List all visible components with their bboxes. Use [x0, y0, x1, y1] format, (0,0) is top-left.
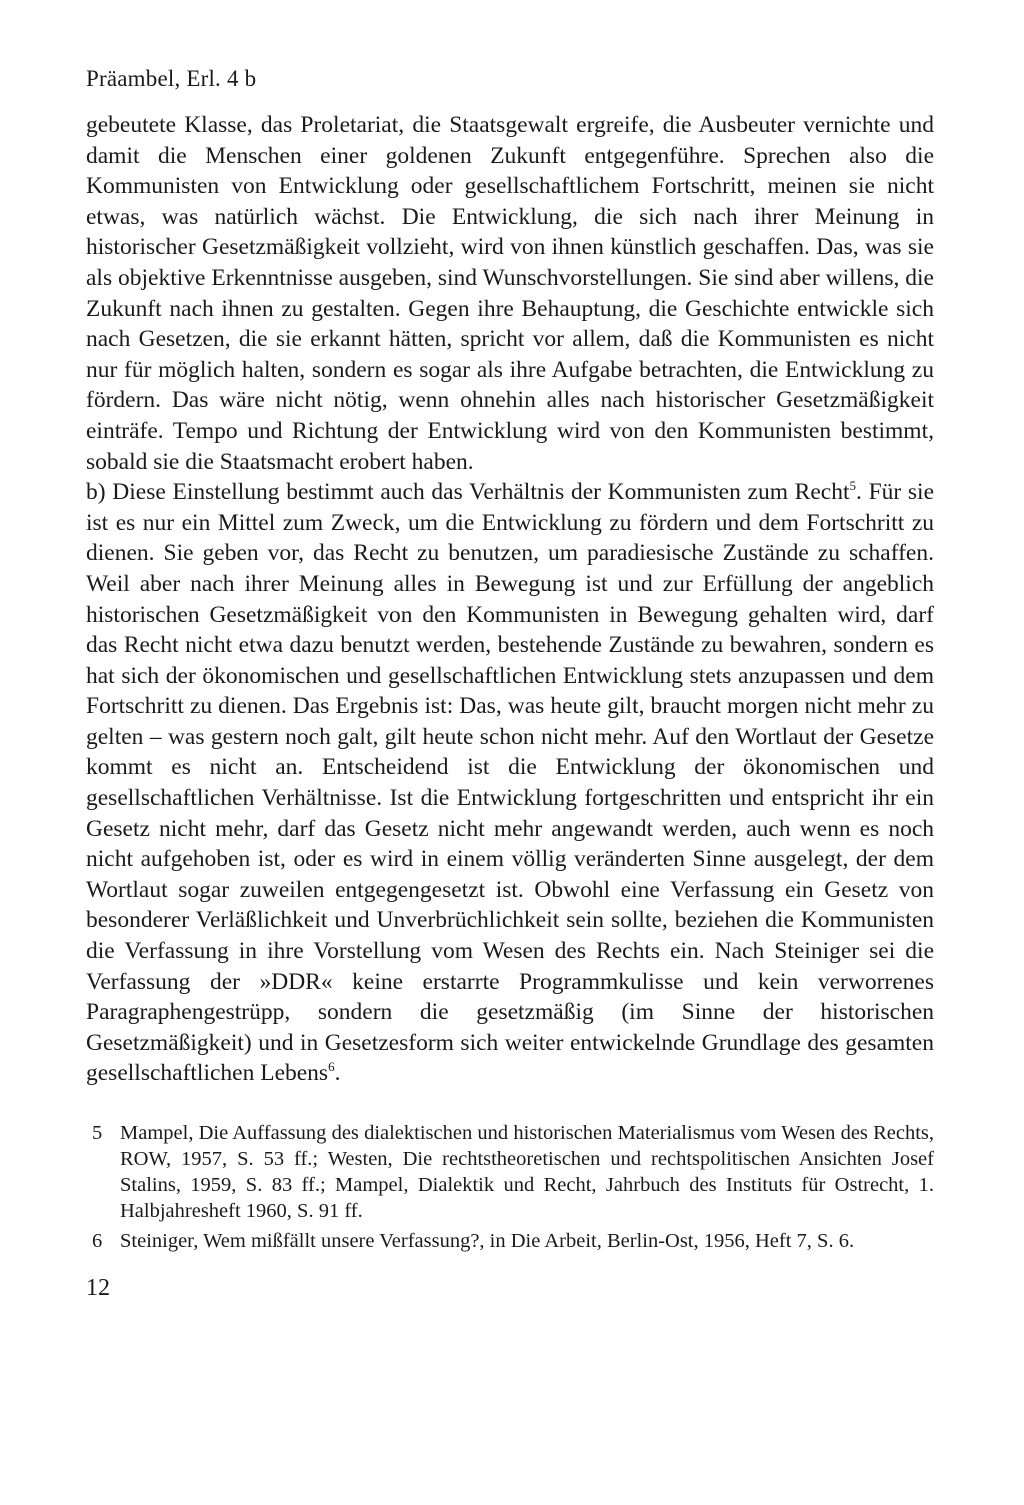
footnote-6 [86, 1228, 934, 1254]
footnote-number: 6 [92, 1230, 103, 1252]
paragraph-1: gebeutete Klasse, das Proletariat, die Staatsgewalt ergreife, die Ausbeuter vernichte und damit die Menschen einer goldenen Zukunft entgegenführe. Sprechen also die Kommunisten von Entwicklung oder gesellschaftlichem Fortschritt, meinen sie nicht etwas, was natürlich wächst. Die Entwicklung, die sich nach ihrer Meinung in historischer Gesetzmäßigkeit vollzieht, wird von ihnen künstlich geschaffen. Das, was sie als objektive Erkenntnisse ausgeben, sind Wunschvorstellungen. Sie sind aber willens, die Zukunft nach ihnen zu gestalten. Gegen ihre Behauptung, die Geschichte entwickle sich nach Gesetzen, die sie erkannt hätten, spricht vor allem, daß die Kommunisten es nicht nur für möglich halten, sondern es sogar als ihre Aufgabe betrachten, die Entwicklung zu fördern. Das wäre nicht nötig, wenn ohnehin alles nach historischer Gesetzmäßigkeit einträfe. Tempo und Richtung der Entwicklung wird von den Kommunisten bestimmt, sobald sie die Staatsmacht erobert haben. [86, 112, 934, 475]
running-head: Präambel, Erl. 4 b [86, 66, 257, 91]
paragraph-2-text-b: . Für sie ist es nur ein Mittel zum Zweck, um die Entwicklung zu fördern und dem Fortschritt zu dienen. Sie geben vor, das Recht zu benutzen, um paradiesische Zustände zu schaffen. Weil aber nach ihrer Meinung alles in Bewegung ist und zur Erfüllung der angeblich historischen Gesetzmäßigkeit von den Kommunisten in Bewegung gehalten wird, darf das Recht nicht etwa dazu benutzt werden, bestehende Zustände zu bewahren, sondern es hat sich der ökonomischen und gesellschaftlichen Entwicklung stets anzupassen und dem Fortschritt zu dienen. Das Ergebnis ist: Das, was heute gilt, braucht morgen nicht mehr zu gelten – was gestern noch galt, gilt heute schon nicht mehr. Auf den Wortlaut der Gesetze kommt es nicht an. Entscheidend ist die Entwicklung der ökonomischen und gesellschaftlichen Verhältnisse. Ist die Entwicklung fortgeschritten und entspricht ihr ein Gesetz nicht mehr, darf das Gesetz nicht mehr angewandt werden, auch wenn es noch nicht aufgehoben ist, oder es wird in einem völlig veränderten Sinne ausgelegt, der dem Wortlaut sogar zuweilen entgegengesetzt ist. Obwohl eine Verfassung ein Gesetz von besonderer Verläßlichkeit und Unverbrüchlichkeit sein sollte, beziehen die Kommunisten die Verfassung in ihre Vorstellung vom Wesen des Rechts ein. Nach Steiniger sei die Verfassung der »DDR« keine erstarrte Programmkulisse und kein verworrenes Paragraphengestrüpp, sondern die gesetzmäßig (im Sinne der historischen Gesetzmäßigkeit) und in Gesetzesform sich weiter entwickelnde Grundlage des gesamten gesellschaftlichen Lebens [86, 479, 935, 1087]
footnote-5 [86, 1120, 934, 1224]
paragraph-2 [86, 477, 934, 1089]
paragraph-2-text-a: b) Diese Einstellung bestimmt auch das Verhältnis der Kommunisten zum Recht [86, 479, 850, 506]
footnote-number: 5 [92, 1122, 103, 1144]
footnote-text: Steiniger, Wem mißfällt unsere Verfassung?, in Die Arbeit, Berlin-Ost, 1956, Heft 7, S. 6. [120, 1230, 855, 1252]
footnote-ref-6: 6 [328, 1059, 335, 1075]
footnotes [86, 1120, 934, 1258]
paragraph-2-end: . [334, 1060, 341, 1087]
body-text [86, 110, 934, 1089]
footnote-ref-5: 5 [849, 478, 856, 494]
page-number: 12 [86, 1275, 110, 1301]
footnote-text: Mampel, Die Auffassung des dialektischen und historischen Materialismus vom Wesen des Rechts, ROW, 1957, S. 53 ff.; Westen, Die rechtstheoretischen und rechtspolitischen Ansichten Josef Stalins, 1959, S. 83 ff.; Mampel, Dialektik und Recht, Jahrbuch des Instituts für Ostrecht, 1. Halbjahresheft 1960, S. 91 ff. [120, 1122, 934, 1222]
